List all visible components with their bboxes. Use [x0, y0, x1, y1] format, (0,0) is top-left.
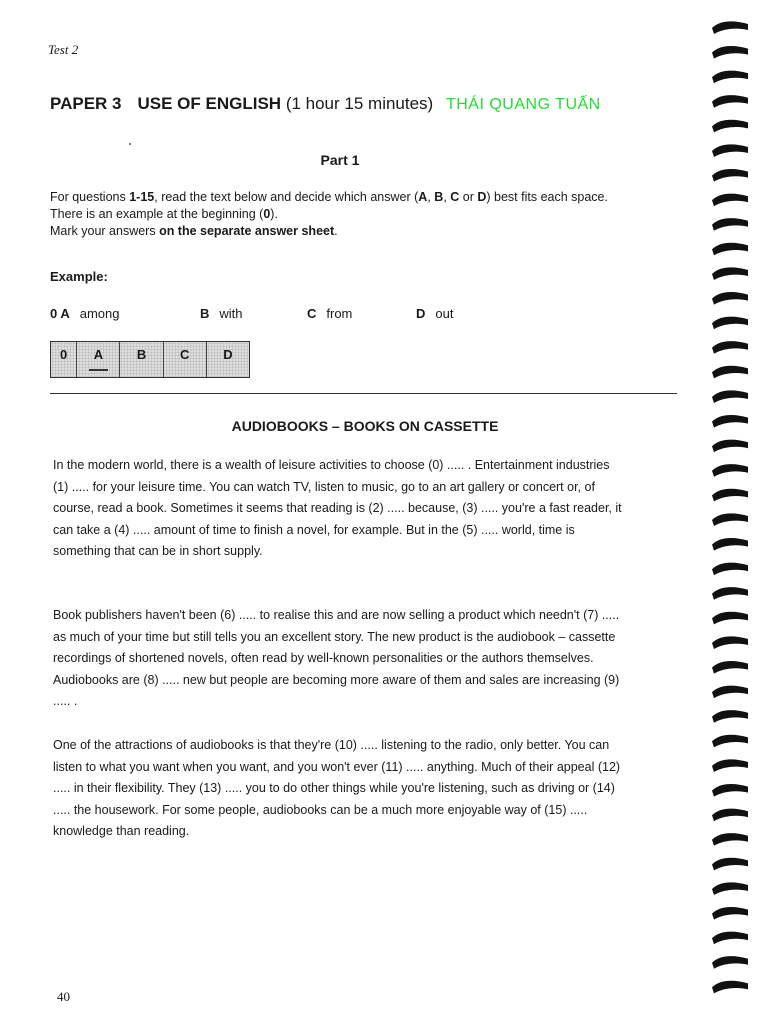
- spiral-coil: [712, 292, 748, 305]
- example-answer-box: [50, 341, 250, 378]
- spiral-coil: [712, 390, 748, 403]
- paper-title: [50, 94, 601, 114]
- spiral-coil: [712, 710, 748, 723]
- answer-cell-b: B: [120, 342, 163, 377]
- answer-cell-a: A: [77, 342, 120, 377]
- spiral-coil: [712, 612, 748, 625]
- spiral-coil: [712, 661, 748, 674]
- spiral-coil: [712, 366, 748, 379]
- spiral-coil: [712, 932, 748, 945]
- spiral-coil: [712, 317, 748, 330]
- example-option-b: B with: [200, 306, 243, 321]
- instructions-line-1: For questions 1-15, read the text below and decide which answer (A, B, C or D) best fits each space. There is an example at the beginning (0).: [50, 190, 608, 221]
- spiral-coil: [712, 267, 748, 280]
- paper-name: USE OF ENGLISH: [137, 94, 282, 113]
- spiral-coil: [712, 169, 748, 182]
- spiral-coil: [712, 784, 748, 797]
- spiral-coil: [712, 513, 748, 526]
- spiral-coil: [712, 144, 748, 157]
- divider-rule: [50, 393, 677, 394]
- instructions: [50, 189, 630, 240]
- answer-cell-0: 0: [51, 342, 77, 377]
- spiral-coil: [712, 415, 748, 428]
- section-title: AUDIOBOOKS – BOOKS ON CASSETTE: [231, 418, 499, 434]
- spiral-coil: [712, 243, 748, 256]
- passage-paragraph-2: Book publishers haven't been (6) ..... to realise this and are now selling a product which needn't (7) ..... as much of your time but still tells you an excellent story. The new product is the audiobook – cassette recordings of shortened novels, often read by well-known personalities or the authors themselves. Audiobooks are (8) ..... new but people are becoming more aware of them and sales are increasing (9) ..... .: [53, 608, 620, 708]
- instructions-line-2: Mark your answers on the separate answer sheet.: [50, 224, 338, 238]
- example-option-a: 0 A among: [50, 306, 120, 321]
- passage-paragraph-3: One of the attractions of audiobooks is that they're (10) ..... listening to the radio, only better. You can listen to what you want when you want, and you won't ever (11) ..... anything. Much of their appeal (12) ..... in their flexibility. They (13) ..... you to do other things while you're listening, such as driving or (14) ..... the housework. For some people, audiobooks can be a much more enjoyable way of (15) ..... knowledge than reading.: [53, 738, 621, 838]
- spiral-coil: [712, 489, 748, 502]
- spiral-binding: [708, 14, 760, 1014]
- part-title: Part 1: [320, 152, 360, 168]
- passage-paragraph-1: In the modern world, there is a wealth of leisure activities to choose (0) ..... . Entertainment industries (1) ..... for your leisure time. You can watch TV, listen to music, go to an art gallery or concert or, of course, read a book. Sometimes it seems that reading is (2) ..... because, (3) ..... you're a fast reader, it can take a (4) ..... amount of time to finish a novel, for example. But in the (5) ..... world, time is something that can be in short supply.: [53, 458, 622, 558]
- spiral-coil: [712, 882, 748, 895]
- page-number: 40: [57, 989, 70, 1004]
- spiral-coil: [712, 341, 748, 354]
- spiral-coil: [712, 46, 748, 59]
- spiral-coil: [712, 21, 748, 34]
- spiral-coil: [712, 833, 748, 846]
- test-label: Test 2: [48, 42, 79, 57]
- paper-number: PAPER 3: [50, 94, 122, 113]
- spiral-coil: [712, 956, 748, 969]
- spiral-coil: [712, 538, 748, 551]
- answer-cell-c: C: [164, 342, 207, 377]
- example-label: Example:: [50, 269, 108, 284]
- spiral-coil: [712, 907, 748, 920]
- spiral-coil: [712, 218, 748, 231]
- paper-duration: (1 hour 15 minutes): [285, 94, 434, 113]
- answer-cell-d: D: [223, 347, 233, 362]
- spiral-coil: [712, 858, 748, 871]
- example-option-c: C from: [307, 306, 353, 321]
- spiral-coil: [712, 194, 748, 207]
- spiral-coil: [712, 686, 748, 699]
- watermark-text: THÁI QUANG TUẤN: [445, 96, 601, 113]
- spiral-coil: [712, 440, 748, 453]
- spiral-coil: [712, 587, 748, 600]
- spiral-coil: [712, 71, 748, 84]
- answer-mark: [89, 369, 108, 371]
- spiral-coil: [712, 735, 748, 748]
- spiral-coil: [712, 636, 748, 649]
- spiral-coil: [712, 981, 748, 994]
- spiral-coil: [712, 563, 748, 576]
- spiral-coil: [712, 759, 748, 772]
- spiral-coil: [712, 120, 748, 133]
- spiral-coil: [712, 464, 748, 477]
- spiral-coil: [712, 809, 748, 822]
- example-option-d: D out: [416, 306, 454, 321]
- spiral-coil: [712, 95, 748, 108]
- stray-mark: [129, 143, 131, 145]
